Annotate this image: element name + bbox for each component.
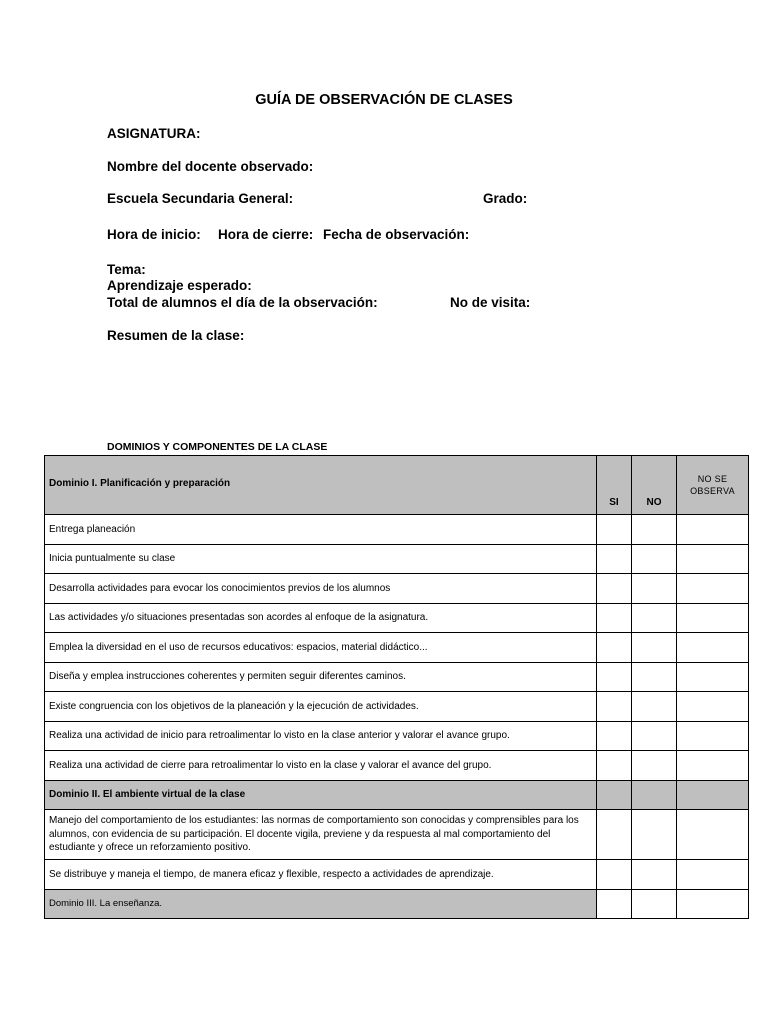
section-caption: DOMINIOS Y COMPONENTES DE LA CLASE: [107, 441, 328, 453]
no-se-observa-cell: [677, 780, 749, 810]
no-cell[interactable]: [632, 721, 677, 751]
no-cell[interactable]: [632, 889, 677, 919]
table-row: [45, 633, 749, 663]
row-text: Se distribuye y maneja el tiempo, de manera eficaz y flexible, respecto a actividades de aprendizaje.: [45, 860, 597, 890]
si-cell[interactable]: [597, 574, 632, 604]
no-cell[interactable]: [632, 810, 677, 860]
row-text: Existe congruencia con los objetivos de la planeación y la ejecución de actividades.: [45, 692, 597, 722]
si-cell[interactable]: [597, 860, 632, 890]
table-row: [45, 662, 749, 692]
no-se-label: NO SE: [697, 474, 728, 484]
page-title: GUÍA DE OBSERVACIÓN DE CLASES: [255, 92, 513, 108]
si-cell[interactable]: [597, 751, 632, 781]
si-cell[interactable]: [597, 544, 632, 574]
si-cell[interactable]: [597, 662, 632, 692]
row-text: Realiza una actividad de inicio para retroalimentar lo visto en la clase anterior y valorar el avance grupo.: [45, 721, 597, 751]
no-cell[interactable]: [632, 860, 677, 890]
tema-label: Tema:: [107, 262, 146, 277]
row-text: Diseña y emplea instrucciones coherentes y permiten seguir diferentes caminos.: [45, 662, 597, 692]
domain-2-header: Dominio II. El ambiente virtual de la clase: [45, 780, 597, 810]
row-text: Realiza una actividad de cierre para retroalimentar lo visto en la clase y valorar el avance del grupo.: [45, 751, 597, 781]
visita-label: No de visita:: [450, 295, 531, 310]
row-text: Inicia puntualmente su clase: [45, 544, 597, 574]
table-row: [45, 574, 749, 604]
no-se-observa-column-header: [677, 456, 749, 515]
domain-1-header: Dominio I. Planificación y preparación: [45, 456, 597, 515]
no-se-observa-cell[interactable]: [677, 544, 749, 574]
no-se-observa-cell[interactable]: [677, 515, 749, 545]
no-se-observa-cell[interactable]: [677, 574, 749, 604]
no-cell: [632, 780, 677, 810]
row-text: Emplea la diversidad en el uso de recursos educativos: espacios, material didáctico...: [45, 633, 597, 663]
table-row: [45, 692, 749, 722]
row-text: Las actividades y/o situaciones presentadas son acordes al enfoque de la asignatura.: [45, 603, 597, 633]
table-row: [45, 544, 749, 574]
table-row: [45, 603, 749, 633]
table-row: [45, 860, 749, 890]
si-cell[interactable]: [597, 889, 632, 919]
table-header-row: [45, 456, 749, 515]
no-column-header: NO: [632, 456, 677, 515]
si-cell: [597, 780, 632, 810]
si-cell[interactable]: [597, 692, 632, 722]
no-se-observa-cell[interactable]: [677, 721, 749, 751]
si-cell[interactable]: [597, 721, 632, 751]
no-se-observa-cell[interactable]: [677, 751, 749, 781]
si-cell[interactable]: [597, 603, 632, 633]
si-cell[interactable]: [597, 633, 632, 663]
row-text: Manejo del comportamiento de los estudiantes: las normas de comportamiento son conocidas y comprensibles para los alumnos, con evidencia de su participación. El docente vigila, previene y da respuesta al mal comportamiento del estudiante y ofrece un reforzamiento positivo.: [45, 810, 597, 860]
no-se-observa-cell[interactable]: [677, 633, 749, 663]
si-cell[interactable]: [597, 515, 632, 545]
no-cell[interactable]: [632, 603, 677, 633]
no-cell[interactable]: [632, 751, 677, 781]
table-row: [45, 810, 749, 860]
no-cell[interactable]: [632, 574, 677, 604]
domain-3-header: Dominio III. La enseñanza.: [45, 889, 597, 919]
aprendizaje-label: Aprendizaje esperado:: [107, 278, 252, 293]
hora-inicio-label: Hora de inicio:: [107, 227, 201, 242]
resumen-label: Resumen de la clase:: [107, 328, 245, 343]
observa-label: OBSERVA: [690, 486, 735, 496]
row-text: Desarrolla actividades para evocar los conocimientos previos de los alumnos: [45, 574, 597, 604]
table-row: [45, 751, 749, 781]
grado-label: Grado:: [483, 191, 528, 206]
no-cell[interactable]: [632, 633, 677, 663]
si-column-header: SI: [597, 456, 632, 515]
table-row: [45, 721, 749, 751]
no-cell[interactable]: [632, 515, 677, 545]
total-alumnos-label: Total de alumnos el día de la observación:: [107, 295, 378, 310]
domain-2-row: [45, 780, 749, 810]
no-se-observa-cell[interactable]: [677, 603, 749, 633]
si-cell[interactable]: [597, 810, 632, 860]
asignatura-label: ASIGNATURA:: [107, 126, 201, 141]
no-se-observa-cell[interactable]: [677, 662, 749, 692]
no-cell[interactable]: [632, 692, 677, 722]
domain-3-row: [45, 889, 749, 919]
no-cell[interactable]: [632, 662, 677, 692]
no-se-observa-cell[interactable]: [677, 889, 749, 919]
no-cell[interactable]: [632, 544, 677, 574]
escuela-label: Escuela Secundaria General:: [107, 191, 294, 206]
observation-table: [44, 455, 749, 919]
no-se-observa-cell[interactable]: [677, 860, 749, 890]
no-se-observa-cell[interactable]: [677, 692, 749, 722]
row-text: Entrega planeación: [45, 515, 597, 545]
hora-cierre-label: Hora de cierre:: [218, 227, 314, 242]
fecha-label: Fecha de observación:: [323, 227, 470, 242]
table-row: [45, 515, 749, 545]
docente-label: Nombre del docente observado:: [107, 159, 314, 174]
no-se-observa-cell[interactable]: [677, 810, 749, 860]
